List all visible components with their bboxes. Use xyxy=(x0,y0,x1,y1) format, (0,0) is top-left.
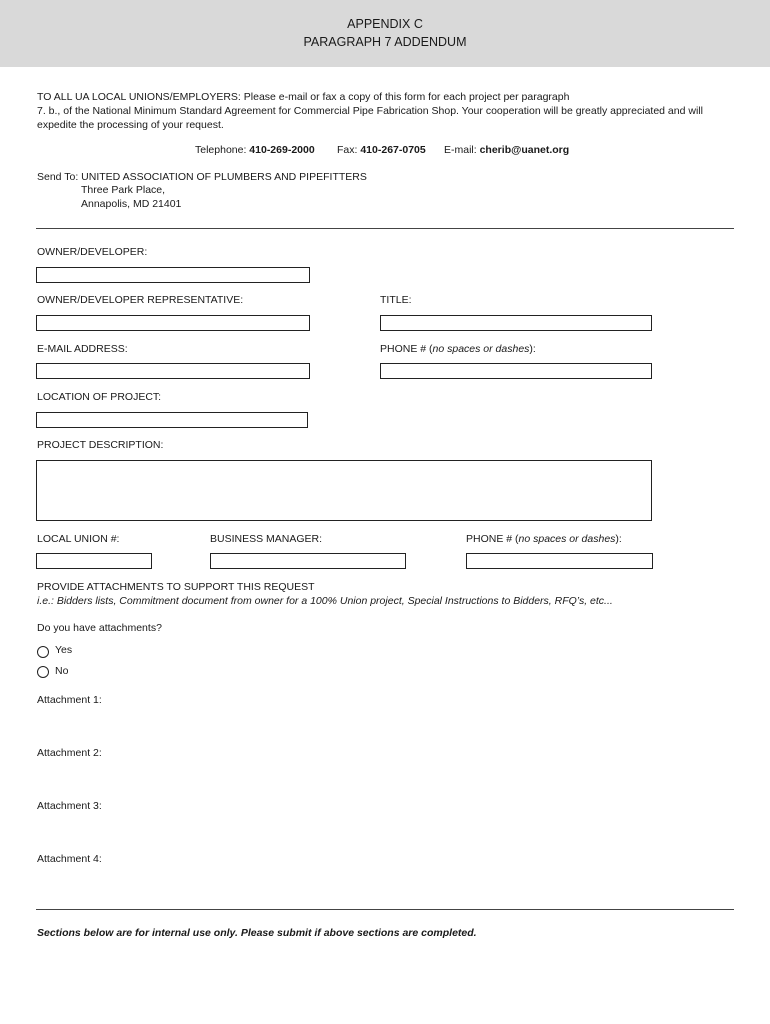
email-address-input[interactable] xyxy=(36,363,310,379)
email-line xyxy=(444,144,569,156)
phone-label xyxy=(380,343,536,355)
contact-line xyxy=(195,144,315,156)
phone-input[interactable] xyxy=(380,363,652,379)
internal-use-note: Sections below are for internal use only. Please submit if above sections are completed. xyxy=(37,927,477,939)
intro-line-2: 7. b., of the National Minimum Standard Agreement for Commercial Pipe Fabrication Shop. Your cooperation will be greatly appreciated and will xyxy=(37,105,703,117)
no-label: No xyxy=(55,665,69,677)
intro-line-3: expedite the processing of your request. xyxy=(37,119,224,131)
attachments-heading: PROVIDE ATTACHMENTS TO SUPPORT THIS REQUEST xyxy=(37,581,315,593)
send-to-label: Send To: UNITED ASSOCIATION OF PLUMBERS AND PIPEFITTERS xyxy=(37,171,367,183)
address-line-2: Annapolis, MD 21401 xyxy=(81,198,182,210)
title-label: TITLE: xyxy=(380,294,412,306)
yes-label: Yes xyxy=(55,644,73,656)
union-phone-suffix: ): xyxy=(615,533,622,545)
owner-developer-label: OWNER/DEVELOPER: xyxy=(37,246,148,258)
yes-radio[interactable] xyxy=(37,646,49,658)
business-manager-input[interactable] xyxy=(210,553,406,569)
address-line-1: Three Park Place, xyxy=(81,184,166,196)
union-phone-label xyxy=(466,533,622,545)
attachment-1-label: Attachment 1: xyxy=(37,694,102,706)
location-label: LOCATION OF PROJECT: xyxy=(37,391,162,403)
description-textarea[interactable] xyxy=(36,460,652,521)
phone-note: no spaces or dashes xyxy=(432,343,530,355)
owner-rep-input[interactable] xyxy=(36,315,310,331)
form-header xyxy=(0,0,770,67)
attachments-example: i.e.: Bidders lists, Commitment document from owner for a 100% Union project, Special Instructions to Bidders, RFQ’s, etc... xyxy=(37,595,613,607)
fax-line xyxy=(337,144,426,156)
attachment-4-label: Attachment 4: xyxy=(37,853,102,865)
no-radio[interactable] xyxy=(37,666,49,678)
attachments-question: Do you have attachments? xyxy=(37,622,162,634)
telephone-number: 410-269-2000 xyxy=(249,144,315,156)
local-union-input[interactable] xyxy=(36,553,152,569)
location-input[interactable] xyxy=(36,412,308,428)
form-title: APPENDIX C xyxy=(347,17,423,31)
telephone-label: Telephone: xyxy=(195,144,250,156)
intro-line-1: TO ALL UA LOCAL UNIONS/EMPLOYERS: Please e-mail or fax a copy of this form for each project per paragraph xyxy=(37,91,570,103)
email-address-label: E-MAIL ADDRESS: xyxy=(37,343,128,355)
title-input[interactable] xyxy=(380,315,652,331)
owner-rep-label: OWNER/DEVELOPER REPRESENTATIVE: xyxy=(37,294,244,306)
form-subtitle: PARAGRAPH 7 ADDENDUM xyxy=(303,35,467,49)
union-phone-prefix: PHONE # ( xyxy=(466,533,519,545)
description-label: PROJECT DESCRIPTION: xyxy=(37,439,164,451)
email-label: E-mail: xyxy=(444,144,480,156)
business-manager-label: BUSINESS MANAGER: xyxy=(210,533,323,545)
divider-bottom xyxy=(36,909,734,910)
contact-email: cherib@uanet.org xyxy=(479,144,570,156)
intro-paragraph xyxy=(37,90,737,132)
fax-label: Fax: xyxy=(337,144,361,156)
divider-top xyxy=(36,228,734,229)
fax-number: 410-267-0705 xyxy=(360,144,426,156)
owner-developer-input[interactable] xyxy=(36,267,310,283)
union-phone-note: no spaces or dashes xyxy=(518,533,616,545)
phone-prefix: PHONE # ( xyxy=(380,343,433,355)
attachment-2-label: Attachment 2: xyxy=(37,747,102,759)
local-union-label: LOCAL UNION #: xyxy=(37,533,120,545)
union-phone-input[interactable] xyxy=(466,553,653,569)
phone-suffix: ): xyxy=(529,343,536,355)
attachment-3-label: Attachment 3: xyxy=(37,800,102,812)
